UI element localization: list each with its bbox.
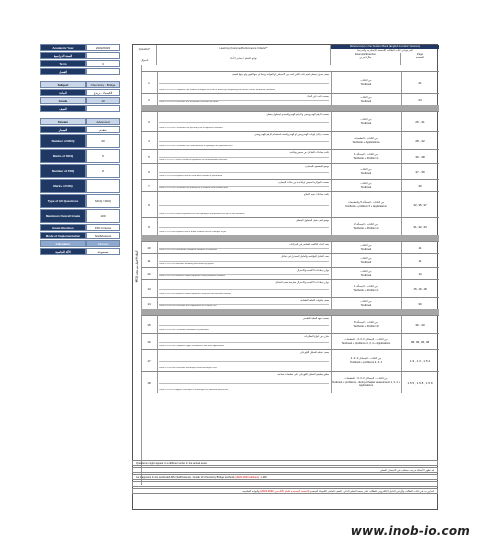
learning-outcome-cell	[157, 164, 332, 179]
table-row	[141, 71, 439, 93]
info-key: المادة	[40, 89, 86, 96]
info-row	[40, 118, 120, 125]
learning-outcome-ar: يصف جدول معطى لقيم ثابت التأين لعدد من الأحماض أو القواعد ويتنبأ أي منها أقوى وأي منها أضعف	[231, 73, 329, 76]
lo-title-ar: نواتج التعلم / معايير الأداء	[230, 57, 257, 61]
reference-source-ar: من الكتاب	[360, 168, 372, 172]
learning-outcome-en: CHM.5.3.03.035 Compares types of batteries and their applications	[159, 345, 225, 348]
question-number: 9	[141, 218, 158, 235]
reference-source	[331, 218, 402, 235]
learning-outcome-cell	[157, 218, 332, 235]
cell-divider	[159, 325, 329, 326]
info-row	[40, 179, 120, 193]
info-key: Stream	[40, 118, 86, 125]
reference-source-ar: من الكتاب - المسألة 2	[354, 223, 378, 227]
learning-outcome-ar: يوضح المقصود بالمعايرة	[305, 165, 329, 168]
reference-source-ar: من الكتاب - التطبيقات	[354, 137, 378, 141]
learning-outcome-cell	[157, 72, 332, 93]
reference-source	[331, 164, 402, 179]
page-label: Page	[416, 53, 424, 56]
reference-source-ar: من الكتاب	[360, 182, 372, 186]
info-value: 100	[86, 209, 120, 223]
info-key: Type of All Questions	[40, 194, 86, 208]
table-row	[141, 333, 439, 349]
info-row	[40, 209, 120, 223]
reference-source-en: Textbook + Applications	[352, 140, 380, 144]
learning-outcome-ar: يقارن بين أنواع البطاريات	[304, 335, 329, 338]
reference-source-ar: من الكتاب	[360, 257, 372, 261]
question-number: 8	[141, 192, 158, 217]
learning-outcome-en: CHM.5.3.01.023 Describes the ion-product constant for water	[159, 101, 219, 104]
info-value: متقدم	[86, 126, 120, 133]
cell-divider	[159, 383, 329, 384]
info-row	[40, 52, 120, 59]
reference-source-en: Textbook	[360, 247, 372, 251]
table-row	[141, 131, 439, 149]
info-row	[40, 89, 120, 96]
learning-outcome-cell	[157, 112, 332, 131]
question-label-ar: السؤال	[140, 59, 149, 62]
learning-outcome-cell	[157, 192, 332, 217]
ref-band-ar: المرجع في كتاب الطالب (النسخة الإنجليزية والعربية)	[357, 49, 413, 52]
reference-source-ar: من الكتاب	[360, 300, 372, 304]
learning-outcome-cell	[157, 350, 332, 371]
info-value: MCQ / FRQ	[86, 194, 120, 208]
reference-source-en: Textbook + problems 2, 3, 4	[350, 360, 382, 364]
info-key: Marks of FRQ	[40, 179, 86, 193]
learning-outcome-ar: يحسب تراكيز أيونات الهيدروجين أو الهيدروكسيد باستخدام الرقم الهيدروجيني	[254, 133, 329, 136]
question-number: 16	[141, 334, 158, 349]
info-value	[86, 179, 120, 193]
learning-outcome-cell	[157, 180, 332, 191]
reference-page: 30	[418, 301, 422, 306]
learning-outcome-cell	[157, 132, 332, 149]
info-key: Mode of Implementation	[40, 232, 86, 239]
cell-divider	[159, 205, 329, 206]
reference-source-en: Textbook	[360, 260, 372, 264]
learning-outcome-cell	[157, 150, 332, 163]
learning-outcome-ar: يحسب الرقم الهيدروجيني و الرقم الهيدروكسيدي لمحلول معطى	[266, 113, 329, 116]
reference-source	[331, 268, 402, 279]
table-row	[141, 111, 439, 131]
reference-source	[331, 316, 402, 333]
learning-outcome-ar: يحدد العامل المؤكسد والعامل المختزل في تفاعل	[280, 255, 329, 258]
question-number: 12	[141, 268, 158, 279]
reference-source-ar: من الكتاب - المسألة 8	[354, 321, 378, 325]
footer-note-text: كما وردت في كتاب الطالب و/أو في الدليل الإلكتروني للطالب على منصة التعلم الذكي. الصف العاشر الكيمياء المتقدم	[310, 490, 434, 493]
info-key: السنة الدراسية	[40, 52, 86, 59]
reference-source-ar: من الكتاب - المسألة 1	[354, 153, 378, 157]
reference-source-en: Textbook	[360, 303, 372, 307]
info-key: Exam Duration	[40, 224, 86, 231]
info-row	[40, 105, 120, 112]
info-value: 5	[86, 149, 120, 163]
info-row	[40, 240, 120, 247]
info-value: 8	[86, 164, 120, 178]
reference-source-ar: من الكتاب	[360, 244, 372, 248]
info-key: الآلة الحاسبة	[40, 248, 86, 255]
learning-outcome-en: CHM.5.3.02.032 Balances redox equations using the half-reaction method	[159, 293, 231, 296]
reference-source	[331, 280, 402, 297]
info-value: Allowed	[86, 240, 120, 247]
reference-source-en: Textbook	[360, 171, 372, 175]
reference-page: 25 - 31	[415, 119, 425, 124]
reference-source-en: Textbook	[360, 82, 372, 86]
reference-page: 32, 35, 37	[413, 202, 427, 207]
learning-outcome-en: CHM.5.3.03.037 Applies concepts of electrolysis to industrial processes	[159, 389, 229, 392]
learning-outcome-en: CHM.5.3.01.028 Explains how an acid-base titration is performed	[159, 175, 223, 178]
table-row	[141, 315, 439, 333]
lo-title: Learning Outcome/Performance Criteria**	[219, 47, 268, 50]
reference-source-en: Textbook	[360, 121, 372, 125]
learning-outcome-en: CHM.5.3.03.033 Describes the components of a voltaic cell	[159, 305, 217, 308]
info-key: Subject	[40, 81, 86, 88]
learning-outcome-ar: يوضح كيف يعمل المحلول المنظم	[296, 219, 329, 222]
reference-source-en: Textbook + problem 5 + Applications	[345, 204, 387, 208]
table-row	[141, 163, 439, 179]
learning-outcome-en: CHM.5.3.02.031 Identifies oxidizing and reducing agents	[159, 263, 214, 266]
question-number: 14	[141, 298, 158, 309]
question-number: 6	[141, 164, 158, 179]
learning-outcome-en: CHM.5.3.01.030 Explains how a buffer solution resists changes in pH	[159, 231, 227, 234]
info-value: SwiftAssess	[86, 232, 120, 239]
learning-outcome-ar: يحسب ثابت تأين الماء	[307, 95, 329, 98]
table-header	[133, 45, 437, 65]
reference-page: 24	[418, 97, 422, 102]
table-row	[141, 93, 439, 105]
table-row	[141, 149, 439, 163]
cell-divider	[159, 227, 329, 228]
reference-source-en: Textbook	[360, 99, 372, 103]
learning-outcome-en: CHM.5.3.01.023 Compares the relative strengths of acids or bases by comparing the values of their ionization constants	[159, 89, 276, 92]
reference-page: 11	[418, 258, 422, 263]
reference-source	[331, 254, 402, 267]
learning-outcome-ar: يكتب معادلات التفاعل بين حمض وقاعدة	[289, 151, 329, 154]
question-number: 10	[141, 242, 158, 253]
reference-source	[331, 132, 402, 149]
reference-page: 36 - 40	[415, 322, 425, 327]
reference-page: 1 9 , 1 3 , 1 5 4	[409, 358, 430, 363]
table-row	[141, 279, 439, 297]
learning-outcome-en: CHM.5.3.03.034 Calculates standard cell potentials	[159, 329, 209, 332]
reference-source-ar: من الكتاب - المسألة 5 والتطبيقات	[347, 201, 385, 205]
learning-outcome-cell	[157, 268, 332, 279]
question-number: 1	[141, 72, 158, 93]
info-value: 3	[86, 60, 120, 67]
learning-outcome-cell	[157, 316, 332, 333]
question-number: 15	[141, 316, 158, 333]
reference-page: 36 - 38	[415, 154, 425, 159]
learning-outcome-en: CHM.5.3.01.026 Calculates the pH and pOH of aqueous solutions	[159, 127, 223, 130]
reference-page: 1 5 5 , 1 5 8 , 1 5 9	[407, 380, 433, 385]
learning-outcome-en: CHM.5.3.01.026 Calculates the concentration of hydrogen or hydroxide ions	[159, 145, 233, 148]
info-row	[40, 81, 120, 88]
learning-outcome-ar: يحدد أعداد التأكسد للعناصر في المركبات	[289, 243, 329, 246]
cell-divider	[159, 361, 329, 362]
question-number: 3	[141, 112, 158, 131]
learning-outcome-ar: يوازن معادلات الأكسدة والاختزال	[296, 269, 329, 272]
info-row	[40, 232, 120, 239]
reference-source	[331, 372, 402, 393]
learning-outcome-cell	[157, 372, 332, 393]
learning-outcome-cell	[157, 298, 332, 309]
example-label-ar: مثال/تمرين	[359, 56, 372, 60]
info-key: Number of FRQ	[40, 164, 86, 178]
footer-note-tail: - LMS	[259, 476, 267, 479]
reference-source-en: Textbook + Problem 1	[353, 288, 379, 292]
reference-source	[331, 72, 402, 93]
footer-note-highlight: (النسخة المعتمدة للعام الأكاديمي 2022-2023)	[260, 490, 311, 493]
reference-source-ar: من الكتاب	[360, 79, 372, 83]
reference-source-en: Textbook + problems 2, 3, 4 + Applications	[341, 341, 391, 345]
learning-outcome-en: CHM.5.3.01.028 Calculates the molarity of a solution from titration data	[159, 187, 228, 190]
info-key: Term	[40, 60, 86, 67]
info-key: المسار	[40, 126, 86, 133]
learning-outcome-ar: يصف مكونات الخلية الجلفانية	[300, 299, 329, 302]
reference-page: 31, 32, 33	[413, 224, 427, 229]
exam-info-panel	[40, 44, 120, 256]
info-value	[86, 105, 120, 112]
info-key: Marks of MCQ	[40, 149, 86, 163]
table-row	[141, 371, 439, 393]
info-key: Calculator	[40, 240, 86, 247]
info-row	[40, 194, 120, 208]
example-label: Example/Exercise	[355, 53, 376, 56]
reference-page: 21	[418, 80, 422, 85]
learning-outcome-cell	[157, 242, 332, 253]
info-row	[40, 164, 120, 178]
question-number: 17	[141, 350, 158, 371]
reference-source	[331, 94, 402, 105]
footer-note-highlight: (2022-2023 editions)	[234, 476, 260, 479]
reference-source-ar: من الكتاب - المسألة 1	[354, 285, 378, 289]
cell-divider	[159, 122, 329, 123]
footer-note-text: قد تظهر الأسئلة بترتيب مختلف في الامتحان الفعلي	[379, 469, 434, 472]
cell-divider	[159, 261, 329, 262]
learning-outcome-ar: يوازن معادلات الأكسدة والاختزال بطريقة نصف التفاعل	[275, 281, 329, 284]
cell-divider	[159, 342, 329, 343]
question-number: 4	[141, 132, 158, 149]
reference-source-en: Textbook + problems - during Chapter assessment 1, 3, 4 + Applications	[331, 380, 401, 388]
reference-source	[331, 298, 402, 309]
learning-outcome-en: CHM.5.3.02.031 Determines oxidation numbers of elements	[159, 249, 218, 252]
reference-page: 40	[418, 183, 422, 188]
info-row	[40, 68, 120, 75]
table-row	[141, 267, 439, 279]
question-number: 11	[141, 254, 158, 267]
footer-note-tail: والبوابة التعليمية	[242, 490, 261, 493]
site-watermark: www.inob-io.com	[350, 524, 470, 538]
table-row	[141, 253, 439, 267]
reference-page: 28 - 32	[415, 138, 425, 143]
reference-source-ar: من الكتاب - المسائل 2، 3، 4 - التطبيقات	[344, 338, 388, 342]
info-value	[86, 68, 120, 75]
page-label-ar: الصفحة	[415, 56, 425, 60]
reference-source-ar: من الكتاب - المسائل 2، 3، 4 - التطبيقات	[344, 377, 388, 381]
question-number: 2	[141, 94, 158, 105]
info-key: Maximum Overall Grade	[40, 209, 86, 223]
reference-source	[331, 192, 402, 217]
reference-page: 11	[418, 245, 422, 250]
cell-divider	[159, 172, 329, 173]
learning-outcome-ar: يحسب جهد الخلية القياسي	[302, 317, 329, 320]
info-key: Academic Year	[40, 44, 86, 51]
info-value: 2022/2023	[86, 44, 120, 51]
info-key: الفصل	[40, 68, 86, 75]
learning-outcome-en: CHM.5.3.02.032 Balances redox equations using oxidation numbers	[159, 275, 226, 278]
info-row	[40, 60, 120, 67]
learning-outcome-cell	[157, 280, 332, 297]
question-label: Question*	[138, 47, 151, 51]
question-number: 13	[141, 280, 158, 297]
ref-band: Reference(s) in the Student Book (English & Arabic Versions)	[331, 45, 439, 49]
reference-source	[331, 150, 402, 163]
info-value: 150 minutes	[86, 224, 120, 231]
info-value: الكيمياء - بريدج	[86, 89, 120, 96]
cell-divider	[159, 289, 329, 290]
question-number: 7	[141, 180, 158, 191]
footer-note-text: Questions might appear in a different order in the actual exam.	[136, 462, 208, 465]
learning-outcome-ar: يصف عملية التحليل الكهربائي	[300, 351, 329, 354]
info-row	[40, 126, 120, 133]
info-row	[40, 248, 120, 255]
mcq-side-text: MCQ أسئلة الاختيار من متعدد	[135, 250, 139, 283]
footer-note	[132, 481, 438, 487]
table-row	[141, 217, 439, 235]
reference-page: 13	[418, 271, 422, 276]
info-row	[40, 149, 120, 163]
info-value: 20	[86, 134, 120, 148]
learning-outcome-cell	[157, 254, 332, 267]
footer-note	[132, 488, 438, 494]
learning-outcome-cell	[157, 94, 332, 105]
learning-outcome-en: CHM.5.3.01.027 Writes chemical equations for neutralization reactions	[159, 159, 228, 162]
footer-note	[132, 467, 438, 473]
footer-note	[132, 474, 438, 480]
learning-outcome-ar: يطبق مفاهيم التحليل الكهربائي على تطبيقات صناعية	[277, 373, 329, 376]
info-key: الصف	[40, 105, 86, 112]
cell-divider	[159, 83, 329, 84]
info-key: Number of MCQ	[40, 134, 86, 148]
reference-source	[331, 180, 402, 191]
reference-source	[331, 242, 402, 253]
table-row	[141, 179, 439, 191]
question-number: 5	[141, 150, 158, 163]
reference-source	[331, 350, 402, 371]
info-value: Advanced	[86, 118, 120, 125]
info-value	[86, 52, 120, 59]
question-number: 18	[141, 372, 158, 393]
info-row	[40, 97, 120, 104]
info-row	[40, 44, 120, 51]
table-row	[141, 241, 439, 253]
table-row	[141, 297, 439, 309]
reference-source-ar: من الكتاب	[360, 96, 372, 100]
info-value: Chemistry - Bridge	[86, 81, 120, 88]
learning-outcome-ar: يحسب المولارية لحمض أو قاعدة من بيانات المعايرة	[278, 181, 329, 184]
coverage-table	[132, 44, 438, 510]
reference-source-ar: من الكتاب	[360, 118, 372, 122]
info-value: 10	[86, 97, 120, 104]
reference-page: 38, 39, 46, 48	[410, 339, 430, 344]
table-row	[141, 191, 439, 217]
reference-page: 37 - 39	[415, 169, 425, 174]
reference-source-en: Textbook	[360, 273, 372, 277]
reference-source-en: Textbook + Problem 8	[353, 324, 379, 328]
reference-source-en: Textbook + Problem 2	[353, 226, 379, 230]
info-row	[40, 224, 120, 231]
reference-source-en: Textbook	[360, 185, 372, 189]
footer-note	[132, 460, 438, 466]
learning-outcome-cell	[157, 334, 332, 349]
reference-source	[331, 334, 402, 349]
info-key: Grade	[40, 97, 86, 104]
learning-outcome-ar: يكتب معادلات تميه الأملاح	[303, 193, 329, 196]
reference-source-ar: من الكتاب	[360, 270, 372, 274]
info-row	[40, 134, 120, 148]
reference-source-ar: من الكتاب - المسائل 2، 3، 4	[350, 357, 382, 361]
learning-outcome-en: CHM.5.3.01.029 Writes equations for salt hydrolysis and predicts the pH of salt solutions	[159, 213, 245, 216]
cell-divider	[159, 141, 329, 142]
footer-note-text: As it appears in the textbook/LMS (SwiftAssess). Grade 10 Chemistry Bridge textbook	[136, 476, 235, 479]
table-row	[141, 349, 439, 371]
learning-outcome-en: CHM.5.3.03.036 Describes electrolysis and electrolytic cells	[159, 367, 217, 370]
cell-divider	[159, 157, 329, 158]
info-value: مسموحة	[86, 248, 120, 255]
reference-source	[331, 112, 402, 131]
reference-page: 15, 16, 18	[413, 286, 427, 291]
reference-source-en: Textbook + Problem 1	[353, 156, 379, 160]
